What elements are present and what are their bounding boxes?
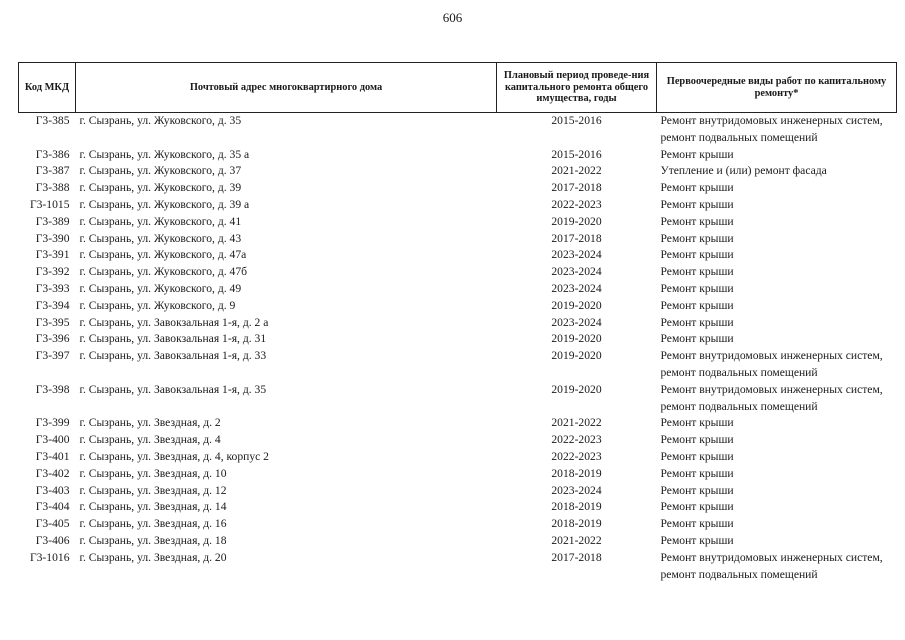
table-row	[19, 163, 897, 180]
repair-works-cell	[657, 281, 897, 298]
mkd-code-cell: Г3-386	[35, 147, 70, 161]
repair-works-cell	[657, 197, 897, 214]
table-body	[19, 113, 897, 584]
repair-work-line: Ремонт крыши	[660, 332, 734, 346]
repair-period-cell: 2021-2022	[551, 533, 602, 547]
address-cell: г. Сызрань, ул. Звездная, д. 16	[79, 517, 227, 531]
mkd-code-cell: Г3-394	[35, 298, 70, 312]
mkd-code-cell: Г3-402	[35, 466, 70, 480]
repair-work-line: Ремонт крыши	[660, 483, 734, 497]
address-cell: г. Сызрань, ул. Жуковского, д. 47б	[79, 265, 248, 279]
table-row	[19, 550, 897, 584]
repair-work-line: Ремонт крыши	[660, 181, 734, 195]
table-row	[19, 147, 897, 164]
repair-works-cell	[657, 432, 897, 449]
table-row	[19, 298, 897, 315]
repair-period-cell: 2017-2018	[551, 231, 602, 245]
page-number: 606	[442, 10, 463, 25]
mkd-code-cell: Г3-391	[35, 248, 70, 262]
mkd-code-cell: Г3-388	[35, 181, 70, 195]
repair-works-cell	[657, 466, 897, 483]
address-cell: г. Сызрань, ул. Жуковского, д. 41	[79, 214, 242, 228]
repair-works-cell	[657, 499, 897, 516]
table-row	[19, 214, 897, 231]
repair-works-cell	[657, 231, 897, 248]
address-cell: г. Сызрань, ул. Жуковского, д. 9	[79, 298, 236, 312]
column-header-period: Плановый период проведе-ния капитального ремонта общего имущества, годы	[497, 63, 657, 113]
repair-period-cell: 2021-2022	[551, 164, 602, 178]
repair-period-cell: 2019-2020	[551, 349, 602, 363]
table-row	[19, 197, 897, 214]
table-row	[19, 499, 897, 516]
address-cell: г. Сызрань, ул. Жуковского, д. 49	[79, 281, 242, 295]
repair-work-line: Ремонт внутридомовых инженерных систем,	[660, 550, 883, 564]
repair-work-line: Ремонт крыши	[660, 433, 734, 447]
repair-period-cell: 2018-2019	[551, 500, 602, 514]
repair-work-line: Ремонт крыши	[660, 265, 734, 279]
repair-work-line: Ремонт крыши	[660, 147, 734, 161]
mkd-code-cell: Г3-403	[35, 483, 70, 497]
repair-period-cell: 2019-2020	[551, 214, 602, 228]
repair-works-cell	[657, 533, 897, 550]
address-cell: г. Сызрань, ул. Жуковского, д. 35 а	[79, 147, 250, 161]
repair-works-cell	[657, 382, 897, 416]
repair-works-cell	[657, 298, 897, 315]
repair-period-cell: 2021-2022	[551, 416, 602, 430]
address-cell: г. Сызрань, ул. Завокзальная 1-я, д. 2 а	[79, 315, 269, 329]
table-row	[19, 533, 897, 550]
mkd-code-cell: Г3-406	[35, 533, 70, 547]
mkd-code-cell: Г3-404	[35, 500, 70, 514]
table-row	[19, 231, 897, 248]
table-row	[19, 281, 897, 298]
table-row	[19, 180, 897, 197]
address-cell: г. Сызрань, ул. Звездная, д. 20	[79, 550, 227, 564]
address-cell: г. Сызрань, ул. Жуковского, д. 39 а	[79, 197, 250, 211]
repair-period-cell: 2023-2024	[551, 248, 602, 262]
repair-works-cell	[657, 550, 897, 584]
address-cell: г. Сызрань, ул. Жуковского, д. 47а	[79, 248, 247, 262]
mkd-code-cell: Г3-395	[35, 315, 70, 329]
repair-works-cell	[657, 483, 897, 500]
table-row	[19, 415, 897, 432]
repair-works-cell	[657, 180, 897, 197]
address-cell: г. Сызрань, ул. Жуковского, д. 43	[79, 231, 242, 245]
repair-work-line: Ремонт крыши	[660, 315, 734, 329]
repair-works-cell	[657, 449, 897, 466]
repair-period-cell: 2023-2024	[551, 483, 602, 497]
repair-works-cell	[657, 516, 897, 533]
mkd-code-cell: Г3-400	[35, 433, 70, 447]
table-row	[19, 264, 897, 281]
repair-works-cell	[657, 147, 897, 164]
repair-period-cell: 2017-2018	[551, 181, 602, 195]
repair-work-line: Ремонт крыши	[660, 500, 734, 514]
mkd-code-cell: Г3-390	[35, 231, 70, 245]
table-row	[19, 449, 897, 466]
repair-work-line: ремонт подвальных помещений	[660, 130, 818, 144]
address-cell: г. Сызрань, ул. Звездная, д. 12	[79, 483, 227, 497]
repair-works-cell	[657, 331, 897, 348]
repair-work-line: Ремонт крыши	[660, 231, 734, 245]
table-row	[19, 382, 897, 416]
mkd-code-cell: Г3-396	[35, 332, 70, 346]
column-header-code: Код МКД	[19, 63, 76, 113]
mkd-code-cell: Г3-399	[35, 416, 70, 430]
repair-work-line: Ремонт крыши	[660, 517, 734, 531]
repair-period-cell: 2019-2020	[551, 332, 602, 346]
repair-works-cell	[657, 113, 897, 147]
repair-work-line: Ремонт крыши	[660, 449, 734, 463]
repair-period-cell: 2015-2016	[551, 147, 602, 161]
repair-period-cell: 2017-2018	[551, 550, 602, 564]
repair-work-line: Ремонт внутридомовых инженерных систем,	[660, 349, 883, 363]
repair-works-cell	[657, 214, 897, 231]
repair-period-cell: 2018-2019	[551, 466, 602, 480]
repair-work-line: Ремонт крыши	[660, 281, 734, 295]
repair-work-line: Ремонт внутридомовых инженерных систем,	[660, 114, 883, 127]
repair-work-line: Ремонт крыши	[660, 197, 734, 211]
table-row	[19, 247, 897, 264]
repair-work-line: Ремонт крыши	[660, 466, 734, 480]
repair-period-cell: 2022-2023	[551, 197, 602, 211]
address-cell: г. Сызрань, ул. Звездная, д. 2	[79, 416, 221, 430]
header-row	[19, 63, 897, 113]
address-cell: г. Сызрань, ул. Жуковского, д. 37	[79, 164, 242, 178]
repair-work-line: ремонт подвальных помещений	[660, 399, 818, 413]
mkd-code-cell: Г3-392	[35, 265, 70, 279]
housing-registry-table	[18, 62, 897, 583]
repair-work-line: Ремонт крыши	[660, 214, 734, 228]
mkd-code-cell: Г3-401	[35, 449, 70, 463]
address-cell: г. Сызрань, ул. Звездная, д. 14	[79, 500, 227, 514]
repair-period-cell: 2023-2024	[551, 281, 602, 295]
mkd-code-cell: Г3-389	[35, 214, 70, 228]
address-cell: г. Сызрань, ул. Звездная, д. 10	[79, 466, 227, 480]
address-cell: г. Сызрань, ул. Жуковского, д. 39	[79, 181, 242, 195]
repair-works-cell	[657, 348, 897, 382]
table-row	[19, 348, 897, 382]
mkd-code-cell: Г3-387	[35, 164, 70, 178]
table-row	[19, 331, 897, 348]
column-header-address: Почтовый адрес многоквартирного дома	[76, 63, 497, 113]
repair-works-cell	[657, 315, 897, 332]
repair-period-cell: 2015-2016	[551, 114, 602, 127]
repair-work-line: Ремонт крыши	[660, 533, 734, 547]
repair-work-line: ремонт подвальных помещений	[660, 365, 818, 379]
repair-work-line: Ремонт крыши	[660, 416, 734, 430]
table-row	[19, 432, 897, 449]
repair-period-cell: 2022-2023	[551, 449, 602, 463]
address-cell: г. Сызрань, ул. Звездная, д. 4	[79, 433, 221, 447]
table-row	[19, 466, 897, 483]
table-row	[19, 113, 897, 147]
address-cell: г. Сызрань, ул. Жуковского, д. 35	[79, 114, 242, 127]
repair-period-cell: 2019-2020	[551, 382, 602, 396]
repair-work-line: ремонт подвальных помещений	[660, 567, 818, 581]
repair-period-cell: 2018-2019	[551, 517, 602, 531]
address-cell: г. Сызрань, ул. Завокзальная 1-я, д. 35	[79, 382, 267, 396]
address-cell: г. Сызрань, ул. Звездная, д. 18	[79, 533, 227, 547]
mkd-code-cell: Г3-405	[35, 517, 70, 531]
repair-works-cell	[657, 247, 897, 264]
repair-works-cell	[657, 415, 897, 432]
repair-period-cell: 2019-2020	[551, 298, 602, 312]
address-cell: г. Сызрань, ул. Завокзальная 1-я, д. 31	[79, 332, 267, 346]
table-header	[19, 63, 897, 113]
address-cell: г. Сызрань, ул. Звездная, д. 4, корпус 2	[79, 449, 269, 463]
repair-period-cell: 2023-2024	[551, 315, 602, 329]
table-row	[19, 483, 897, 500]
address-cell: г. Сызрань, ул. Завокзальная 1-я, д. 33	[79, 349, 267, 363]
repair-work-line: Ремонт внутридомовых инженерных систем,	[660, 382, 883, 396]
repair-work-line: Ремонт крыши	[660, 248, 734, 262]
mkd-code-cell: Г3-1015	[29, 197, 70, 211]
repair-work-line: Утепление и (или) ремонт фасада	[660, 164, 827, 178]
column-header-works: Первоочередные виды работ по капитальному ремонту*	[657, 63, 897, 113]
repair-period-cell: 2022-2023	[551, 433, 602, 447]
repair-works-cell	[657, 264, 897, 281]
repair-works-cell	[657, 163, 897, 180]
mkd-code-cell: Г3-1016	[29, 550, 70, 564]
table-row	[19, 315, 897, 332]
mkd-code-cell: Г3-398	[35, 382, 70, 396]
repair-work-line: Ремонт крыши	[660, 298, 734, 312]
mkd-code-cell: Г3-385	[35, 114, 70, 127]
table-row	[19, 516, 897, 533]
repair-period-cell: 2023-2024	[551, 265, 602, 279]
mkd-code-cell: Г3-397	[35, 349, 70, 363]
mkd-code-cell: Г3-393	[35, 281, 70, 295]
